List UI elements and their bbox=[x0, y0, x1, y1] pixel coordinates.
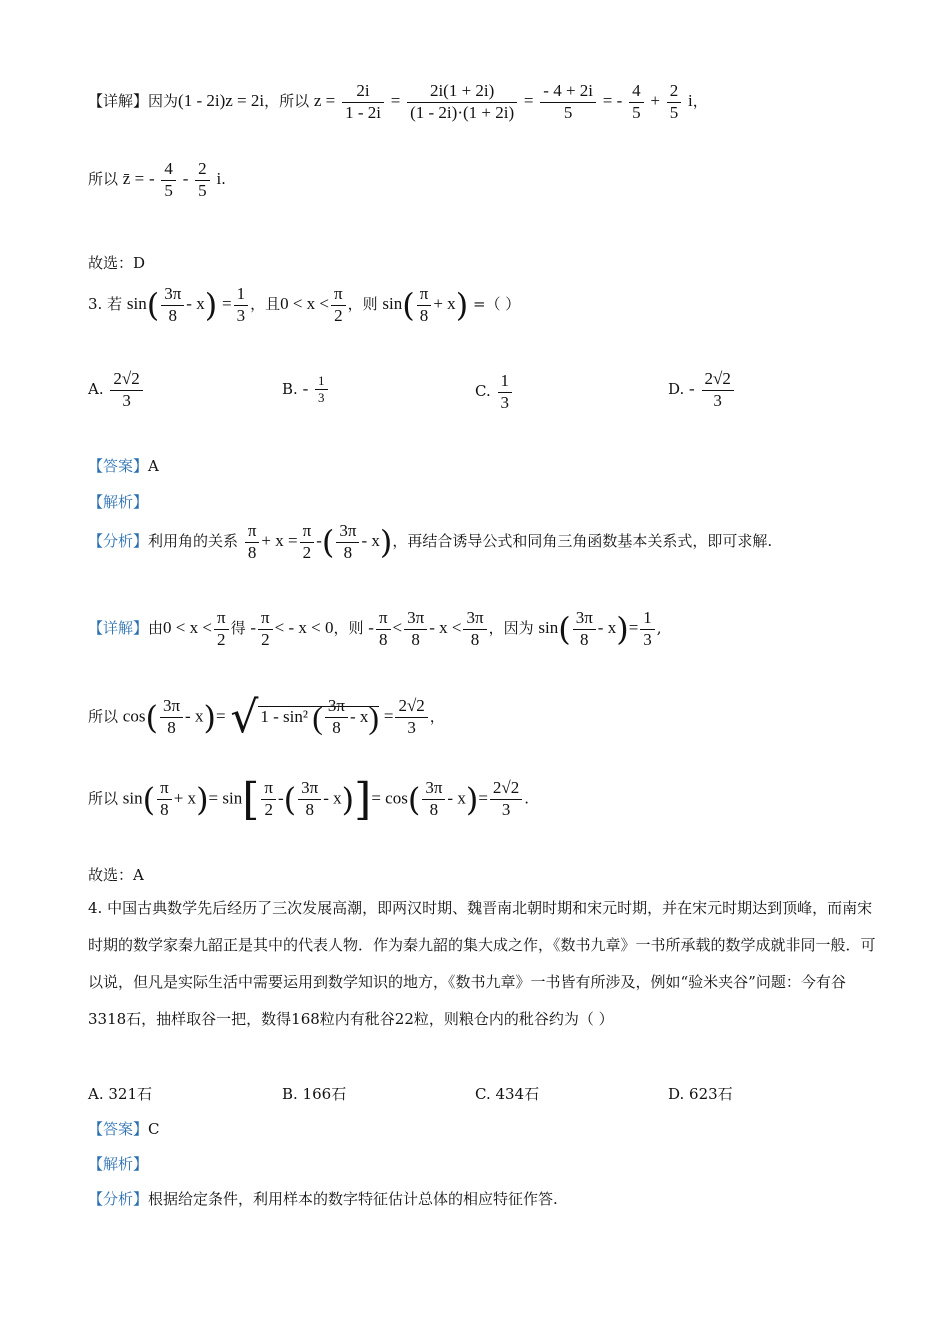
q4-option-b[interactable]: B. 166石 bbox=[282, 1085, 347, 1103]
question-4: 4. 中国古典数学先后经历了三次发展高潮，即两汉时期、魏晋南北朝时期和宋元时期，并在宋元时期达到顶峰，而南宋时期的数学家秦九韶正是其中的代表人物．作为秦九韶的集大成之作，《数书九章》一书所承载的数学成就非同一般．可以说，但凡是实际生活中需要运用到数学知识的地方，《数书九章》一书皆有所涉及，例如“验米夹谷”问题：今有谷3318石，抽样取谷一把，数得168粒内有秕谷22粒，则粮仓内的秕谷约为（ ） bbox=[88, 899, 876, 1028]
cos-line: 所以 cos( $\frac{3\pi}{8}$ - x)= √ 1 - sin² ( $\frac{3\pi}{8}$ - x) = $\frac{2√2}{3}$ ， bbox=[88, 692, 445, 743]
fraction: $\frac{4}{5}$ bbox=[629, 82, 644, 122]
option-c[interactable]: C. $\frac{1}{3}$ bbox=[475, 372, 514, 412]
q4-option-d[interactable]: D. 623石 bbox=[668, 1085, 733, 1103]
final-sin-line: 所以 sin( $\frac{\pi}{8}$ + x)= sin[ $\frac{\pi}{2}$ -( $\frac{3\pi}{8}$ - x)]= cos( $\frac{3\pi}{8}$ - x)= $\frac{2√2}{3}$ . bbox=[88, 774, 530, 825]
detail-line-3: 【详解】由0 < x < $\frac{\pi}{2}$ 得 - $\frac{\pi}{2}$ < - x < 0，则 - $\frac{\pi}{8}$ < $\frac{3\pi}{8}$ - x < $\frac{3\pi}{8}$ ，因为 sin( $\frac{3\pi}{8}$ - x)= $\frac{1}{3}$ , bbox=[88, 608, 662, 649]
fraction: $\frac{2i(1 + 2i)}{(1 - 2i)\cdot(1 + 2i)}$ bbox=[407, 82, 517, 122]
fraction: $\frac{2}{5}$ bbox=[195, 160, 210, 200]
fraction: $\frac{- 4 + 2i}{5}$ bbox=[540, 82, 596, 122]
jiexi-line-3: 【解析】 bbox=[88, 493, 149, 511]
fraction: $\frac{2}{5}$ bbox=[667, 82, 682, 122]
detail-tag: 【详解】 bbox=[88, 92, 149, 111]
q4-option-c[interactable]: C. 434石 bbox=[475, 1085, 540, 1103]
analysis-line-3: 【分析】利用角的关系 $\frac{\pi}{8}$ + x = $\frac{\pi}{2}$ -( $\frac{3\pi}{8}$ - x)，再结合诱导公式和同角三角函数基本关系式，即可求解. bbox=[88, 521, 773, 562]
conjugate-line: 所以 z̄ = - $\frac{4}{5}$ - $\frac{2}{5}$ i. bbox=[88, 159, 226, 200]
option-a[interactable]: A. $\frac{2√2}{3}$ bbox=[88, 370, 145, 410]
choose-line-1: 故选：D bbox=[88, 254, 146, 272]
analysis-line-4: 【分析】根据给定条件，利用样本的数字特征估计总体的相应特征作答. bbox=[88, 1190, 558, 1208]
fraction: $\frac{2i}{1 - 2i}$ bbox=[342, 82, 384, 122]
jiexi-line-4: 【解析】 bbox=[88, 1155, 149, 1173]
q4-option-a[interactable]: A. 321石 bbox=[88, 1085, 152, 1103]
fraction: $\frac{4}{5}$ bbox=[161, 160, 176, 200]
option-d[interactable]: D. - $\frac{2√2}{3}$ bbox=[668, 370, 736, 410]
choose-line-2: 故选：A bbox=[88, 866, 144, 884]
option-b[interactable]: B. - $\frac{1}{3}$ bbox=[282, 374, 330, 406]
question-3: 3. 若 sin( $\frac{3\pi}{8}$ - x) = $\frac{1}{3}$ ，且0 < x < $\frac{\pi}{2}$ ，则 sin( $\frac{\pi}{8}$ + x) =（ ） bbox=[88, 284, 521, 325]
answer-line-4: 【答案】C bbox=[88, 1120, 160, 1138]
answer-line-3: 【答案】A bbox=[88, 457, 159, 475]
detail-complex-line: 【详解】因为(1 - 2i)z = 2i，所以 z = $\frac{2i}{1 - 2i}$ = $\frac{2i(1 + 2i)}{(1 - 2i)\cdot(1 + 2i)}$ = $\frac{- 4 + 2i}{5}$ = - $\frac{4}{5}$ + $\frac{2}{5}$ i， bbox=[88, 81, 708, 122]
